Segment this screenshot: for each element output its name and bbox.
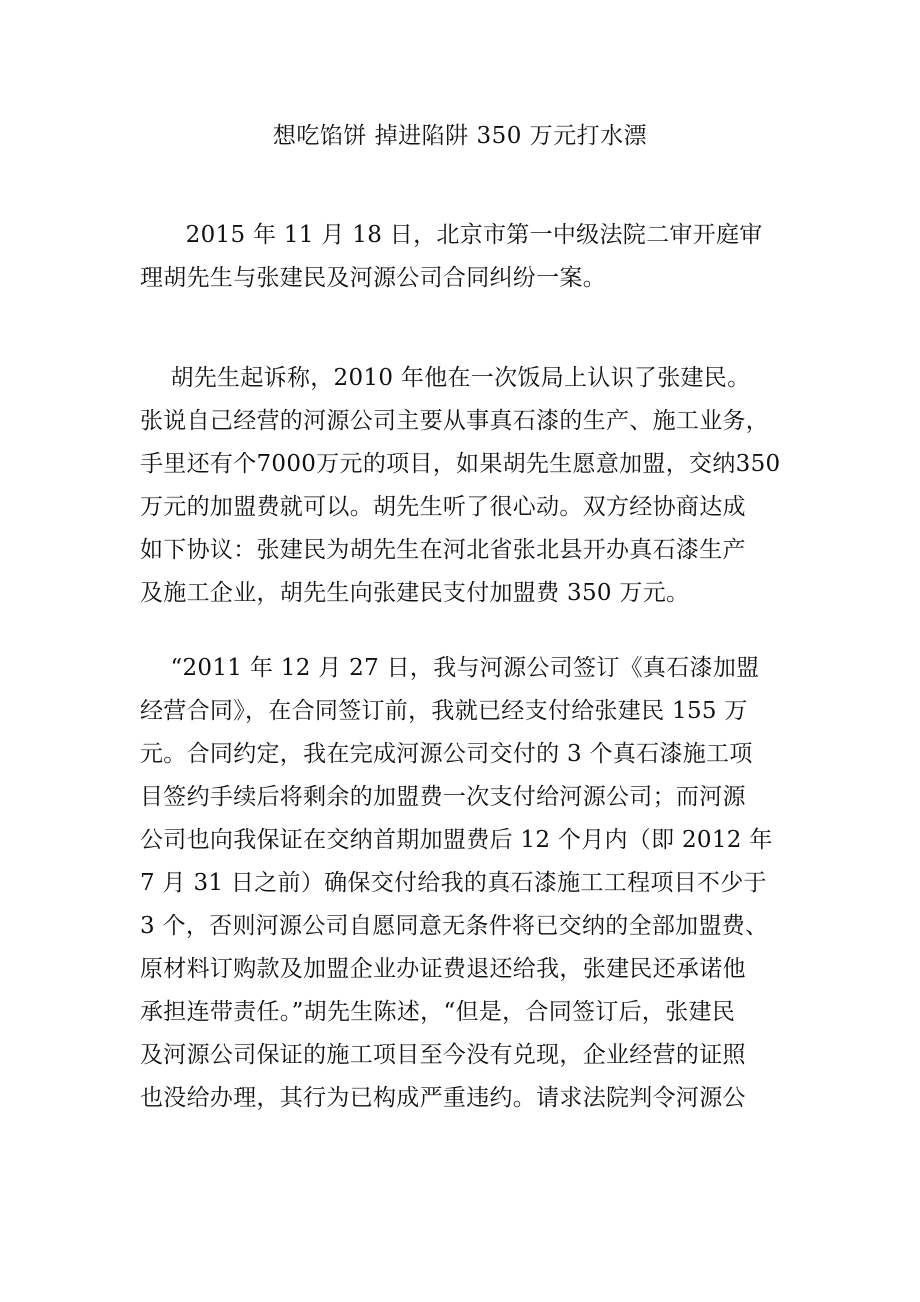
- paragraph-line: 理胡先生与张建民及河源公司合同纠纷一案。: [140, 265, 606, 291]
- paragraph-line: 3 个，否则河源公司自愿同意无条件将已交纳的全部加盟费、: [140, 913, 769, 939]
- paragraph-line: 张说自己经营的河源公司主要从事真石漆的生产、施工业务，: [140, 408, 770, 434]
- paragraph-court-hearing: [140, 214, 790, 300]
- paragraph-line: 胡先生起诉称，2010 年他在一次饭局上认识了张建民。: [140, 365, 751, 391]
- paragraph-lawsuit-claim: [140, 357, 790, 615]
- paragraph-line: 承担连带责任。”胡先生陈述，“但是，合同签订后，张建民: [140, 999, 736, 1025]
- paragraph-contract-statement: [140, 647, 790, 1120]
- paragraph-line: 及河源公司保证的施工项目至今没有兑现，企业经营的证照: [140, 1042, 746, 1068]
- paragraph-line: 元。合同约定，我在完成河源公司交付的 3 个真石漆施工项: [140, 741, 753, 767]
- paragraph-line: 也没给办理，其行为已构成严重违约。请求法院判令河源公: [140, 1085, 746, 1111]
- paragraph-line: 及施工企业，胡先生向张建民支付加盟费 350 万元。: [140, 580, 690, 606]
- paragraph-line: 公司也向我保证在交纳首期加盟费后 12 个月内（即 2012 年: [140, 827, 773, 853]
- paragraph-line: 目签约手续后将剩余的加盟费一次支付给河源公司；而河源: [140, 784, 746, 810]
- paragraph-line: 如下协议：张建民为胡先生在河北省张北县开办真石漆生产: [140, 537, 746, 563]
- paragraph-line: 原材料订购款及加盟企业办证费退还给我，张建民还承诺他: [140, 956, 746, 982]
- paragraph-line: 2015 年 11 月 18 日，北京市第一中级法院二审开庭审: [140, 222, 763, 248]
- paragraph-line: 万元的加盟费就可以。胡先生听了很心动。双方经协商达成: [140, 494, 746, 520]
- document-title: 想吃馅饼 掉进陷阱 350 万元打水漂: [272, 123, 648, 149]
- paragraph-line: “2011 年 12 月 27 日，我与河源公司签订《真石漆加盟: [140, 655, 760, 681]
- paragraph-line: 7 月 31 日之前）确保交付给我的真石漆施工工程项目不少于: [140, 870, 767, 896]
- paragraph-line: 经营合同》，在合同签订前，我就已经支付给张建民 155 万: [140, 698, 748, 724]
- paragraph-line: 手里还有个7000万元的项目，如果胡先生愿意加盟，交纳350: [140, 451, 781, 477]
